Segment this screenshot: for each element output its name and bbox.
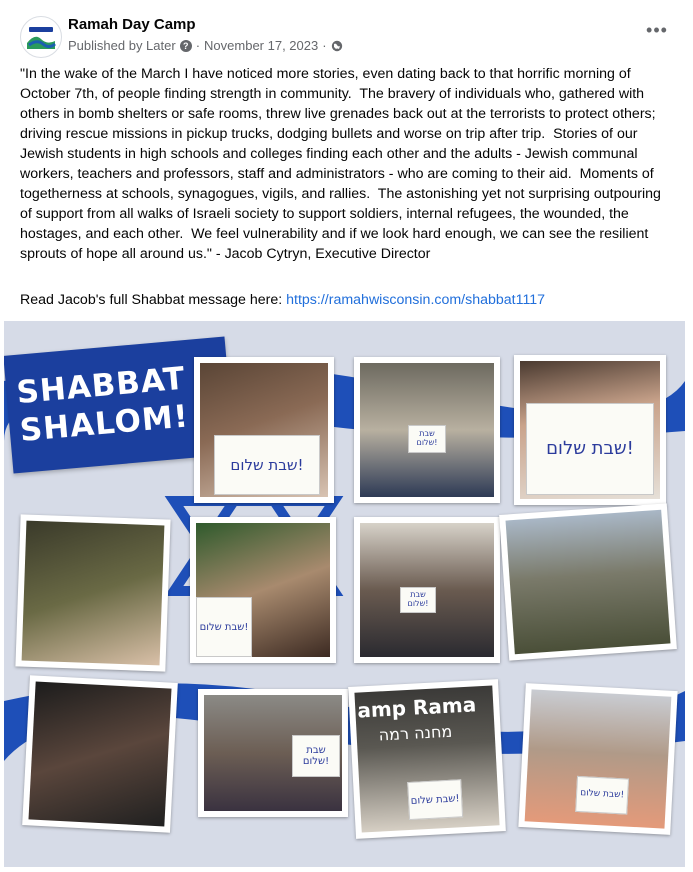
photo-girl-glasses-sign	[514, 355, 666, 505]
post-meta	[68, 38, 343, 53]
title-line-1: SHABBAT	[15, 360, 187, 412]
title-line-2: SHALOM!	[18, 398, 191, 450]
post-image[interactable]	[4, 321, 685, 867]
camp-logo-icon	[21, 17, 61, 57]
globe-icon[interactable]	[331, 40, 343, 52]
photo-sign: שבת שלום!	[408, 425, 446, 453]
photo-camp-ramah-sign	[348, 679, 506, 839]
photo-soldier-woman	[15, 514, 170, 671]
photo-two-men	[354, 357, 500, 503]
photo-two-women-night	[22, 675, 178, 833]
photo-sign: שבת שלום!	[407, 779, 463, 820]
photo-sign: שבת שלום!	[400, 587, 436, 613]
photo-sign: שבת שלום!	[214, 435, 320, 495]
shabbat-message-link[interactable]: https://ramahwisconsin.com/shabbat1117	[286, 292, 546, 308]
post-link-line	[20, 290, 545, 310]
photo-sign: שבת שלום!	[526, 403, 654, 495]
photo-two-girls	[190, 517, 336, 663]
camp-ramah-wall-sign-hebrew: מחנה רמה	[378, 721, 453, 745]
photo-soldiers	[499, 503, 677, 660]
published-by: Published by Later	[68, 38, 176, 53]
photo-sign: שבת שלום!	[575, 776, 629, 815]
photo-sign: שבת שלום!	[292, 735, 340, 777]
more-options-button[interactable]: •••	[646, 20, 668, 40]
link-prefix: Read Jacob's full Shabbat message here:	[20, 292, 287, 308]
meta-separator-2: ·	[322, 38, 327, 53]
help-icon[interactable]: ?	[180, 40, 192, 52]
page-avatar[interactable]	[20, 16, 62, 58]
post-header	[20, 14, 673, 58]
photo-sign: שבת שלום!	[196, 597, 252, 657]
photo-woman-window	[518, 683, 677, 835]
photo-four-women	[354, 517, 500, 663]
meta-separator: ·	[195, 38, 201, 53]
camp-ramah-wall-sign: amp Rama	[356, 692, 477, 723]
post-date[interactable]: November 17, 2023	[204, 38, 319, 53]
photo-girl-sign	[194, 357, 334, 503]
post-text: "In the wake of the March I have noticed more stories, even dating back to that horrific morning of October 7th, of people finding strength in community. The bravery of individuals who, gathered with others in bomb shelters or safe rooms, threw live grenades back out at the terrorists to protect others; driving rescue missions in pickup trucks, dodging bullets and worse on trip after trip. Stories of our Jewish students in high schools and colleges finding each other and the adults - Jewish communal workers, teachers and professors, staff and administrators - who are coming to their aid. Moments of togetherness at schools, synagogues, vigils, and rallies. The astonishing yet not surprising outpouring of support from all walks of Israeli society to support soldiers, internal refugees, the wounded, the hostages, and each other. We feel vulnerability and if we look hard enough, we can see the resilient sprouts of hope all around us." - Jacob Cytryn, Executive Director	[20, 66, 665, 262]
page-name[interactable]: Ramah Day Camp	[68, 16, 196, 33]
photo-two-kids	[198, 689, 348, 817]
